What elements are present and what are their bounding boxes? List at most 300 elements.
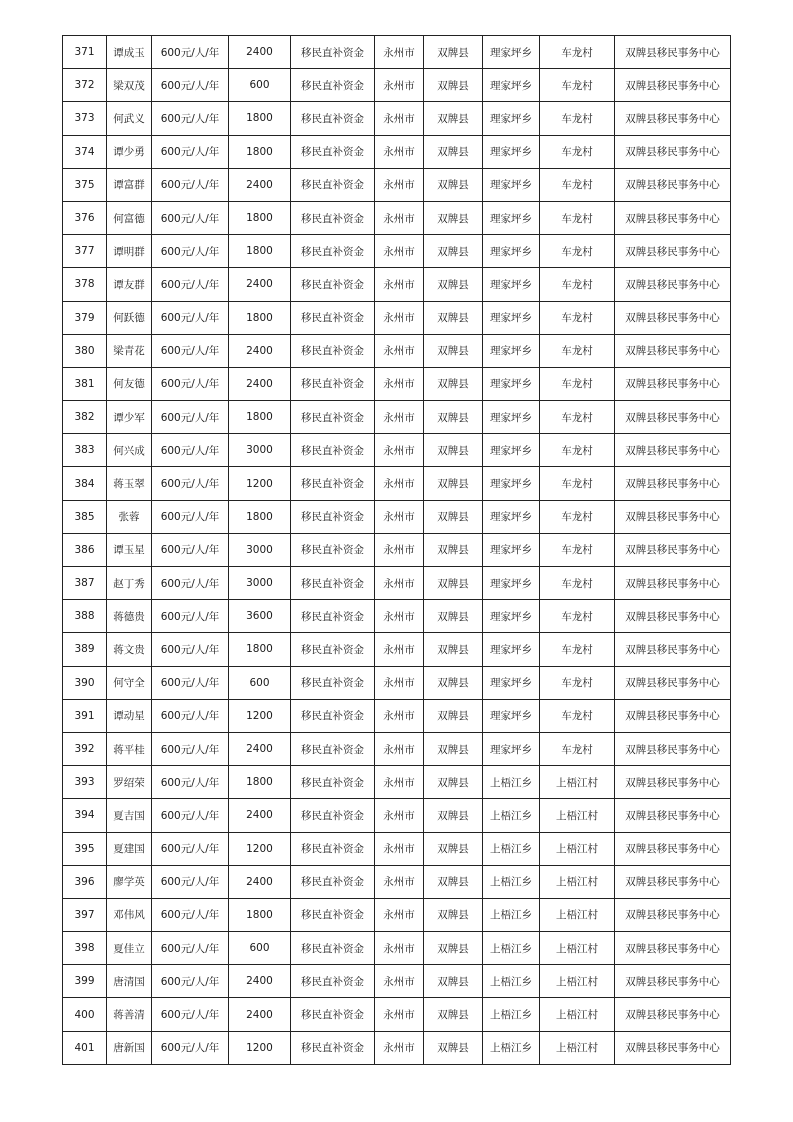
city-cell: 永州市: [375, 533, 424, 566]
fund-type-cell: 移民直补资金: [291, 832, 375, 865]
city-cell: 永州市: [375, 799, 424, 832]
name-cell: 廖学英: [107, 865, 152, 898]
table-row: [63, 301, 731, 334]
table-row: [63, 965, 731, 998]
serial-number-cell: 401: [63, 1031, 107, 1064]
standard-cell: 600元/人/年: [152, 36, 229, 69]
city-cell: 永州市: [375, 1031, 424, 1064]
amount-cell: 1800: [229, 135, 291, 168]
serial-number-cell: 379: [63, 301, 107, 334]
fund-type-cell: 移民直补资金: [291, 633, 375, 666]
county-cell: 双牌县: [424, 567, 483, 600]
fund-type-cell: 移民直补资金: [291, 235, 375, 268]
county-cell: 双牌县: [424, 434, 483, 467]
amount-cell: 1800: [229, 401, 291, 434]
city-cell: 永州市: [375, 102, 424, 135]
city-cell: 永州市: [375, 268, 424, 301]
fund-type-cell: 移民直补资金: [291, 367, 375, 400]
table-row: [63, 235, 731, 268]
agency-cell: 双牌县移民事务中心: [615, 268, 731, 301]
township-cell: 上梧江乡: [483, 766, 540, 799]
township-cell: 理家坪乡: [483, 567, 540, 600]
standard-cell: 600元/人/年: [152, 367, 229, 400]
county-cell: 双牌县: [424, 69, 483, 102]
name-cell: 何友德: [107, 367, 152, 400]
table-row: [63, 567, 731, 600]
agency-cell: 双牌县移民事务中心: [615, 732, 731, 765]
county-cell: 双牌县: [424, 633, 483, 666]
table-row: [63, 766, 731, 799]
county-cell: 双牌县: [424, 799, 483, 832]
agency-cell: 双牌县移民事务中心: [615, 102, 731, 135]
agency-cell: 双牌县移民事务中心: [615, 533, 731, 566]
fund-type-cell: 移民直补资金: [291, 699, 375, 732]
county-cell: 双牌县: [424, 467, 483, 500]
standard-cell: 600元/人/年: [152, 301, 229, 334]
name-cell: 张蓉: [107, 500, 152, 533]
serial-number-cell: 372: [63, 69, 107, 102]
agency-cell: 双牌县移民事务中心: [615, 932, 731, 965]
agency-cell: 双牌县移民事务中心: [615, 832, 731, 865]
township-cell: 理家坪乡: [483, 732, 540, 765]
table-row: [63, 898, 731, 931]
agency-cell: 双牌县移民事务中心: [615, 301, 731, 334]
serial-number-cell: 385: [63, 500, 107, 533]
subsidy-table: [62, 35, 731, 1065]
amount-cell: 2400: [229, 334, 291, 367]
standard-cell: 600元/人/年: [152, 434, 229, 467]
name-cell: 谭明群: [107, 235, 152, 268]
township-cell: 上梧江乡: [483, 898, 540, 931]
fund-type-cell: 移民直补资金: [291, 301, 375, 334]
name-cell: 何富德: [107, 201, 152, 234]
fund-type-cell: 移民直补资金: [291, 168, 375, 201]
name-cell: 何守全: [107, 666, 152, 699]
county-cell: 双牌县: [424, 832, 483, 865]
village-cell: 车龙村: [540, 666, 615, 699]
village-cell: 车龙村: [540, 102, 615, 135]
serial-number-cell: 382: [63, 401, 107, 434]
city-cell: 永州市: [375, 235, 424, 268]
table-row: [63, 699, 731, 732]
county-cell: 双牌县: [424, 500, 483, 533]
village-cell: 上梧江村: [540, 799, 615, 832]
village-cell: 车龙村: [540, 301, 615, 334]
name-cell: 蒋平桂: [107, 732, 152, 765]
city-cell: 永州市: [375, 301, 424, 334]
fund-type-cell: 移民直补资金: [291, 600, 375, 633]
township-cell: 理家坪乡: [483, 334, 540, 367]
county-cell: 双牌县: [424, 334, 483, 367]
serial-number-cell: 393: [63, 766, 107, 799]
village-cell: 车龙村: [540, 633, 615, 666]
serial-number-cell: 388: [63, 600, 107, 633]
agency-cell: 双牌县移民事务中心: [615, 699, 731, 732]
fund-type-cell: 移民直补资金: [291, 567, 375, 600]
table-row: [63, 799, 731, 832]
county-cell: 双牌县: [424, 367, 483, 400]
serial-number-cell: 375: [63, 168, 107, 201]
fund-type-cell: 移民直补资金: [291, 135, 375, 168]
fund-type-cell: 移民直补资金: [291, 268, 375, 301]
name-cell: 梁双茂: [107, 69, 152, 102]
amount-cell: 1800: [229, 898, 291, 931]
city-cell: 永州市: [375, 832, 424, 865]
standard-cell: 600元/人/年: [152, 401, 229, 434]
village-cell: 上梧江村: [540, 766, 615, 799]
serial-number-cell: 390: [63, 666, 107, 699]
standard-cell: 600元/人/年: [152, 168, 229, 201]
name-cell: 蒋德贵: [107, 600, 152, 633]
name-cell: 蒋善清: [107, 998, 152, 1031]
county-cell: 双牌县: [424, 898, 483, 931]
village-cell: 车龙村: [540, 201, 615, 234]
standard-cell: 600元/人/年: [152, 135, 229, 168]
table-row: [63, 932, 731, 965]
standard-cell: 600元/人/年: [152, 766, 229, 799]
standard-cell: 600元/人/年: [152, 467, 229, 500]
fund-type-cell: 移民直补资金: [291, 334, 375, 367]
township-cell: 理家坪乡: [483, 36, 540, 69]
standard-cell: 600元/人/年: [152, 666, 229, 699]
township-cell: 上梧江乡: [483, 1031, 540, 1064]
amount-cell: 2400: [229, 799, 291, 832]
city-cell: 永州市: [375, 401, 424, 434]
serial-number-cell: 383: [63, 434, 107, 467]
amount-cell: 2400: [229, 367, 291, 400]
name-cell: 蒋文贵: [107, 633, 152, 666]
table-row: [63, 998, 731, 1031]
village-cell: 车龙村: [540, 732, 615, 765]
name-cell: 何跃德: [107, 301, 152, 334]
township-cell: 理家坪乡: [483, 168, 540, 201]
city-cell: 永州市: [375, 567, 424, 600]
name-cell: 谭玉星: [107, 533, 152, 566]
name-cell: 谭成玉: [107, 36, 152, 69]
table-row: [63, 865, 731, 898]
village-cell: 上梧江村: [540, 965, 615, 998]
standard-cell: 600元/人/年: [152, 998, 229, 1031]
agency-cell: 双牌县移民事务中心: [615, 567, 731, 600]
name-cell: 唐清国: [107, 965, 152, 998]
standard-cell: 600元/人/年: [152, 102, 229, 135]
agency-cell: 双牌县移民事务中心: [615, 600, 731, 633]
village-cell: 车龙村: [540, 533, 615, 566]
village-cell: 车龙村: [540, 334, 615, 367]
township-cell: 上梧江乡: [483, 865, 540, 898]
county-cell: 双牌县: [424, 666, 483, 699]
name-cell: 唐新国: [107, 1031, 152, 1064]
city-cell: 永州市: [375, 766, 424, 799]
serial-number-cell: 399: [63, 965, 107, 998]
agency-cell: 双牌县移民事务中心: [615, 1031, 731, 1064]
village-cell: 车龙村: [540, 600, 615, 633]
village-cell: 上梧江村: [540, 832, 615, 865]
table-row: [63, 201, 731, 234]
amount-cell: 600: [229, 932, 291, 965]
county-cell: 双牌县: [424, 168, 483, 201]
fund-type-cell: 移民直补资金: [291, 467, 375, 500]
fund-type-cell: 移民直补资金: [291, 732, 375, 765]
serial-number-cell: 387: [63, 567, 107, 600]
serial-number-cell: 396: [63, 865, 107, 898]
name-cell: 何武义: [107, 102, 152, 135]
village-cell: 车龙村: [540, 268, 615, 301]
county-cell: 双牌县: [424, 600, 483, 633]
fund-type-cell: 移民直补资金: [291, 401, 375, 434]
standard-cell: 600元/人/年: [152, 600, 229, 633]
village-cell: 车龙村: [540, 235, 615, 268]
serial-number-cell: 377: [63, 235, 107, 268]
serial-number-cell: 398: [63, 932, 107, 965]
serial-number-cell: 378: [63, 268, 107, 301]
village-cell: 车龙村: [540, 135, 615, 168]
standard-cell: 600元/人/年: [152, 69, 229, 102]
name-cell: 罗绍荣: [107, 766, 152, 799]
city-cell: 永州市: [375, 932, 424, 965]
agency-cell: 双牌县移民事务中心: [615, 965, 731, 998]
amount-cell: 3000: [229, 567, 291, 600]
township-cell: 上梧江乡: [483, 832, 540, 865]
county-cell: 双牌县: [424, 965, 483, 998]
table-row: [63, 401, 731, 434]
fund-type-cell: 移民直补资金: [291, 500, 375, 533]
serial-number-cell: 391: [63, 699, 107, 732]
fund-type-cell: 移民直补资金: [291, 201, 375, 234]
serial-number-cell: 371: [63, 36, 107, 69]
standard-cell: 600元/人/年: [152, 799, 229, 832]
city-cell: 永州市: [375, 732, 424, 765]
table-row: [63, 367, 731, 400]
name-cell: 谭动星: [107, 699, 152, 732]
county-cell: 双牌县: [424, 301, 483, 334]
amount-cell: 1800: [229, 301, 291, 334]
county-cell: 双牌县: [424, 533, 483, 566]
village-cell: 车龙村: [540, 467, 615, 500]
city-cell: 永州市: [375, 467, 424, 500]
name-cell: 何兴成: [107, 434, 152, 467]
table-row: [63, 268, 731, 301]
village-cell: 上梧江村: [540, 1031, 615, 1064]
fund-type-cell: 移民直补资金: [291, 434, 375, 467]
table-row: [63, 467, 731, 500]
fund-type-cell: 移民直补资金: [291, 666, 375, 699]
township-cell: 理家坪乡: [483, 201, 540, 234]
table-row: [63, 434, 731, 467]
fund-type-cell: 移民直补资金: [291, 1031, 375, 1064]
village-cell: 车龙村: [540, 500, 615, 533]
standard-cell: 600元/人/年: [152, 965, 229, 998]
name-cell: 梁青花: [107, 334, 152, 367]
city-cell: 永州市: [375, 965, 424, 998]
township-cell: 理家坪乡: [483, 633, 540, 666]
standard-cell: 600元/人/年: [152, 201, 229, 234]
township-cell: 理家坪乡: [483, 401, 540, 434]
standard-cell: 600元/人/年: [152, 699, 229, 732]
serial-number-cell: 381: [63, 367, 107, 400]
name-cell: 谭少勇: [107, 135, 152, 168]
fund-type-cell: 移民直补资金: [291, 932, 375, 965]
fund-type-cell: 移民直补资金: [291, 965, 375, 998]
serial-number-cell: 386: [63, 533, 107, 566]
amount-cell: 2400: [229, 732, 291, 765]
serial-number-cell: 374: [63, 135, 107, 168]
table-row: [63, 1031, 731, 1064]
township-cell: 上梧江乡: [483, 965, 540, 998]
village-cell: 车龙村: [540, 699, 615, 732]
village-cell: 上梧江村: [540, 898, 615, 931]
village-cell: 车龙村: [540, 434, 615, 467]
serial-number-cell: 373: [63, 102, 107, 135]
county-cell: 双牌县: [424, 235, 483, 268]
table-row: [63, 533, 731, 566]
county-cell: 双牌县: [424, 401, 483, 434]
city-cell: 永州市: [375, 367, 424, 400]
county-cell: 双牌县: [424, 732, 483, 765]
standard-cell: 600元/人/年: [152, 500, 229, 533]
standard-cell: 600元/人/年: [152, 832, 229, 865]
village-cell: 车龙村: [540, 401, 615, 434]
township-cell: 理家坪乡: [483, 367, 540, 400]
name-cell: 蒋玉翠: [107, 467, 152, 500]
agency-cell: 双牌县移民事务中心: [615, 865, 731, 898]
city-cell: 永州市: [375, 334, 424, 367]
county-cell: 双牌县: [424, 932, 483, 965]
amount-cell: 2400: [229, 998, 291, 1031]
amount-cell: 1800: [229, 633, 291, 666]
table-row: [63, 36, 731, 69]
city-cell: 永州市: [375, 633, 424, 666]
village-cell: 车龙村: [540, 168, 615, 201]
township-cell: 理家坪乡: [483, 600, 540, 633]
county-cell: 双牌县: [424, 135, 483, 168]
name-cell: 谭少军: [107, 401, 152, 434]
county-cell: 双牌县: [424, 998, 483, 1031]
city-cell: 永州市: [375, 135, 424, 168]
table-row: [63, 102, 731, 135]
county-cell: 双牌县: [424, 201, 483, 234]
township-cell: 上梧江乡: [483, 998, 540, 1031]
village-cell: 车龙村: [540, 36, 615, 69]
city-cell: 永州市: [375, 500, 424, 533]
standard-cell: 600元/人/年: [152, 865, 229, 898]
county-cell: 双牌县: [424, 1031, 483, 1064]
agency-cell: 双牌县移民事务中心: [615, 401, 731, 434]
table-row: [63, 168, 731, 201]
amount-cell: 1800: [229, 102, 291, 135]
township-cell: 理家坪乡: [483, 500, 540, 533]
serial-number-cell: 397: [63, 898, 107, 931]
table-row: [63, 500, 731, 533]
county-cell: 双牌县: [424, 865, 483, 898]
standard-cell: 600元/人/年: [152, 235, 229, 268]
fund-type-cell: 移民直补资金: [291, 102, 375, 135]
fund-type-cell: 移民直补资金: [291, 36, 375, 69]
fund-type-cell: 移民直补资金: [291, 898, 375, 931]
township-cell: 理家坪乡: [483, 666, 540, 699]
township-cell: 理家坪乡: [483, 268, 540, 301]
agency-cell: 双牌县移民事务中心: [615, 201, 731, 234]
table-row: [63, 334, 731, 367]
agency-cell: 双牌县移民事务中心: [615, 766, 731, 799]
township-cell: 理家坪乡: [483, 533, 540, 566]
agency-cell: 双牌县移民事务中心: [615, 633, 731, 666]
agency-cell: 双牌县移民事务中心: [615, 898, 731, 931]
standard-cell: 600元/人/年: [152, 898, 229, 931]
serial-number-cell: 394: [63, 799, 107, 832]
township-cell: 理家坪乡: [483, 135, 540, 168]
agency-cell: 双牌县移民事务中心: [615, 235, 731, 268]
county-cell: 双牌县: [424, 699, 483, 732]
standard-cell: 600元/人/年: [152, 1031, 229, 1064]
amount-cell: 2400: [229, 36, 291, 69]
table-body: [63, 36, 731, 1065]
serial-number-cell: 389: [63, 633, 107, 666]
fund-type-cell: 移民直补资金: [291, 998, 375, 1031]
amount-cell: 1800: [229, 235, 291, 268]
village-cell: 车龙村: [540, 367, 615, 400]
fund-type-cell: 移民直补资金: [291, 865, 375, 898]
agency-cell: 双牌县移民事务中心: [615, 998, 731, 1031]
serial-number-cell: 376: [63, 201, 107, 234]
name-cell: 夏建国: [107, 832, 152, 865]
amount-cell: 1200: [229, 699, 291, 732]
agency-cell: 双牌县移民事务中心: [615, 334, 731, 367]
agency-cell: 双牌县移民事务中心: [615, 168, 731, 201]
township-cell: 理家坪乡: [483, 235, 540, 268]
amount-cell: 1200: [229, 1031, 291, 1064]
amount-cell: 1200: [229, 832, 291, 865]
village-cell: 上梧江村: [540, 932, 615, 965]
county-cell: 双牌县: [424, 766, 483, 799]
agency-cell: 双牌县移民事务中心: [615, 500, 731, 533]
amount-cell: 600: [229, 69, 291, 102]
fund-type-cell: 移民直补资金: [291, 766, 375, 799]
table-row: [63, 135, 731, 168]
amount-cell: 3000: [229, 533, 291, 566]
township-cell: 上梧江乡: [483, 799, 540, 832]
city-cell: 永州市: [375, 600, 424, 633]
amount-cell: 600: [229, 666, 291, 699]
city-cell: 永州市: [375, 699, 424, 732]
name-cell: 谭富群: [107, 168, 152, 201]
township-cell: 上梧江乡: [483, 932, 540, 965]
serial-number-cell: 395: [63, 832, 107, 865]
township-cell: 理家坪乡: [483, 69, 540, 102]
township-cell: 理家坪乡: [483, 699, 540, 732]
village-cell: 上梧江村: [540, 998, 615, 1031]
amount-cell: 1800: [229, 766, 291, 799]
standard-cell: 600元/人/年: [152, 268, 229, 301]
amount-cell: 1200: [229, 467, 291, 500]
agency-cell: 双牌县移民事务中心: [615, 135, 731, 168]
county-cell: 双牌县: [424, 268, 483, 301]
agency-cell: 双牌县移民事务中心: [615, 69, 731, 102]
county-cell: 双牌县: [424, 102, 483, 135]
amount-cell: 2400: [229, 965, 291, 998]
table-row: [63, 832, 731, 865]
serial-number-cell: 384: [63, 467, 107, 500]
city-cell: 永州市: [375, 434, 424, 467]
village-cell: 上梧江村: [540, 865, 615, 898]
name-cell: 谭友群: [107, 268, 152, 301]
village-cell: 车龙村: [540, 69, 615, 102]
serial-number-cell: 392: [63, 732, 107, 765]
agency-cell: 双牌县移民事务中心: [615, 367, 731, 400]
table-row: [63, 69, 731, 102]
name-cell: 夏吉国: [107, 799, 152, 832]
township-cell: 理家坪乡: [483, 434, 540, 467]
